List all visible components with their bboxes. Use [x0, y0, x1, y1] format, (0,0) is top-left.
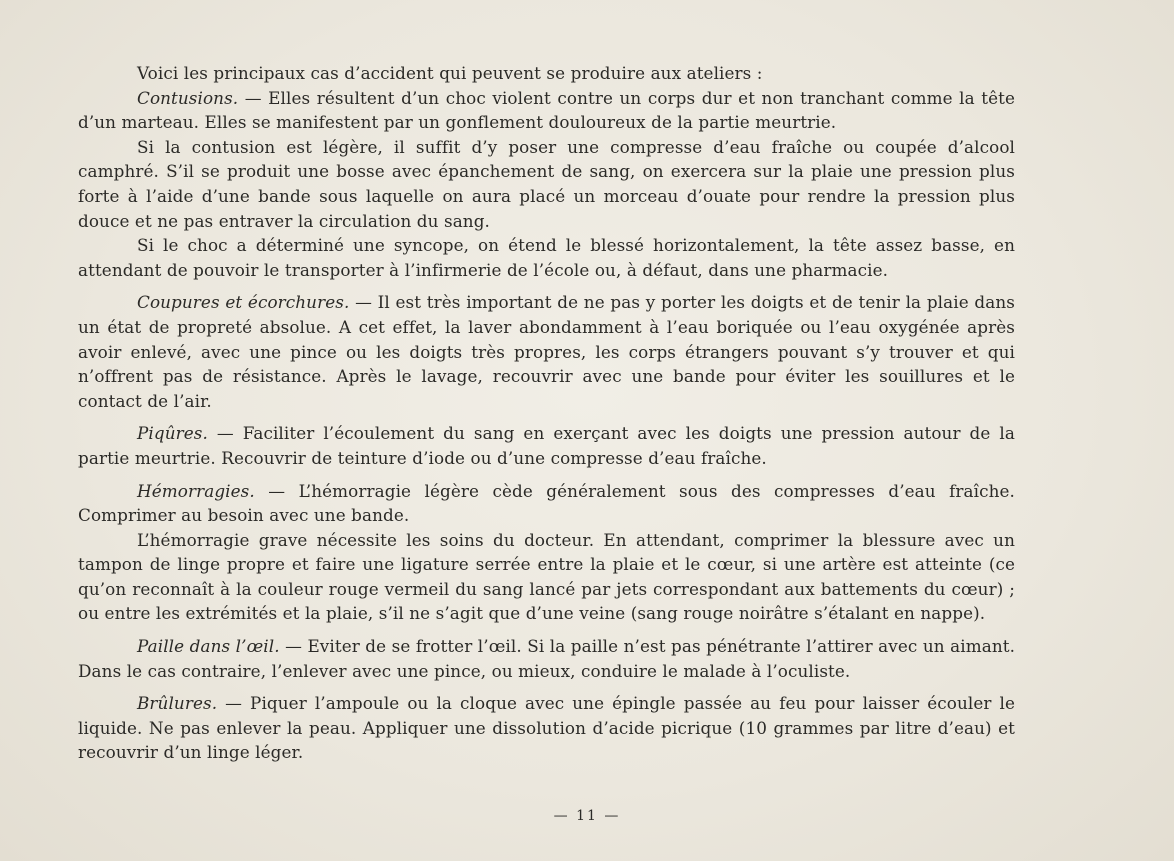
coupures-term: Coupures et écorchures. — [137, 292, 350, 313]
piqures-term: Piqûres. — [137, 423, 208, 444]
coupures-paragraph — [78, 290, 1015, 413]
hemorragies-paragraph-2 — [78, 528, 1015, 626]
coupures-text: — Il est très important de ne pas y porter les doigts et de tenir la plaie dans un état de propreté absolue. A cet effet, la laver abondamment à l’eau boriquée ou l’eau oxygénée après avoir enlevé, avec une pince ou les doigts très propres, les corps étrangers pouvant s’y trouver et qui n’offrent pas de résistance. Après le lavage, recouvrir avec une bande pour éviter les souillures et le contact de l’air. — [78, 292, 1015, 411]
hemorragies-paragraph — [78, 479, 1015, 528]
piqures-paragraph — [78, 421, 1015, 470]
paille-text: — Eviter de se frotter l’œil. Si la paille n’est pas pénétrante l’attirer avec un aimant. Dans le cas contraire, l’enlever avec une pince, ou mieux, conduire le malade à l’oculiste. — [78, 636, 1015, 681]
body-text — [78, 61, 1015, 765]
contusions-paragraph-3 — [78, 233, 1015, 282]
hemorragies-text-2: L’hémorragie grave nécessite les soins du docteur. En attendant, comprimer la blessure avec un tampon de linge propre et faire une ligature serrée entre la plaie et le cœur, si une artère est atteinte (ce qu’on reconnaît à la couleur rouge vermeil du sang lancé par jets correspondant aux battements du cœur) ; ou entre les extrémités et la plaie, s’il ne s’agit que d’une veine (sang rouge noirâtre s’étalant en nappe). — [78, 529, 1015, 624]
piqures-text: — Faciliter l’écoulement du sang en exerçant avec les doigts une pression autour de la partie meurtrie. Recouvrir de teinture d’iode ou d’une compresse d’eau fraîche. — [78, 423, 1015, 468]
brulures-term: Brûlures. — [137, 693, 218, 714]
contusions-text-3: Si le choc a déterminé une syncope, on étend le blessé horizontalement, la tête assez basse, en attendant de pouvoir le transporter à l’infirmerie de l’école ou, à défaut, dans une pharmacie. — [78, 235, 1015, 280]
page-number: — 11 — — [553, 808, 621, 824]
paille-term: Paille dans l’œil. — [137, 636, 280, 657]
intro-paragraph — [78, 61, 1015, 86]
hemorragies-term: Hémorragies. — [137, 480, 255, 501]
contusions-paragraph — [78, 86, 1015, 135]
contusions-paragraph-2 — [78, 135, 1015, 233]
brulures-paragraph — [78, 691, 1015, 765]
contusions-text: — Elles résultent d’un choc violent contre un corps dur et non tranchant comme la tête d’un marteau. Elles se manifestent par un gonflement douloureux de la partie meurtrie. — [78, 87, 1015, 133]
brulures-text: — Piquer l’ampoule ou la cloque avec une épingle passée au feu pour laisser écouler le liquide. Ne pas enlever la peau. Appliquer une dissolution d’acide picrique (10 grammes par litre d’eau) et recouvrir d’un linge léger. — [78, 693, 1015, 763]
contusions-term: Contusions. — [137, 87, 239, 108]
paille-paragraph — [78, 634, 1015, 683]
contusions-text-2: Si la contusion est légère, il suffit d’y poser une compresse d’eau fraîche ou coupée d’alcool camphré. S’il se produit une bosse avec épanchement de sang, on exercera sur la plaie une pression plus forte à l’aide d’une bande sous laquelle on aura placé un morceau d’ouate pour rendre la pression plus douce et ne pas entraver la circulation du sang. — [78, 136, 1015, 231]
hemorragies-text: — L’hémorragie légère cède généralement sous des compresses d’eau fraîche. Comprimer au besoin avec une bande. — [78, 480, 1015, 526]
intro-text: Voici les principaux cas d’accident qui peuvent se produire aux ateliers : — [137, 63, 763, 83]
